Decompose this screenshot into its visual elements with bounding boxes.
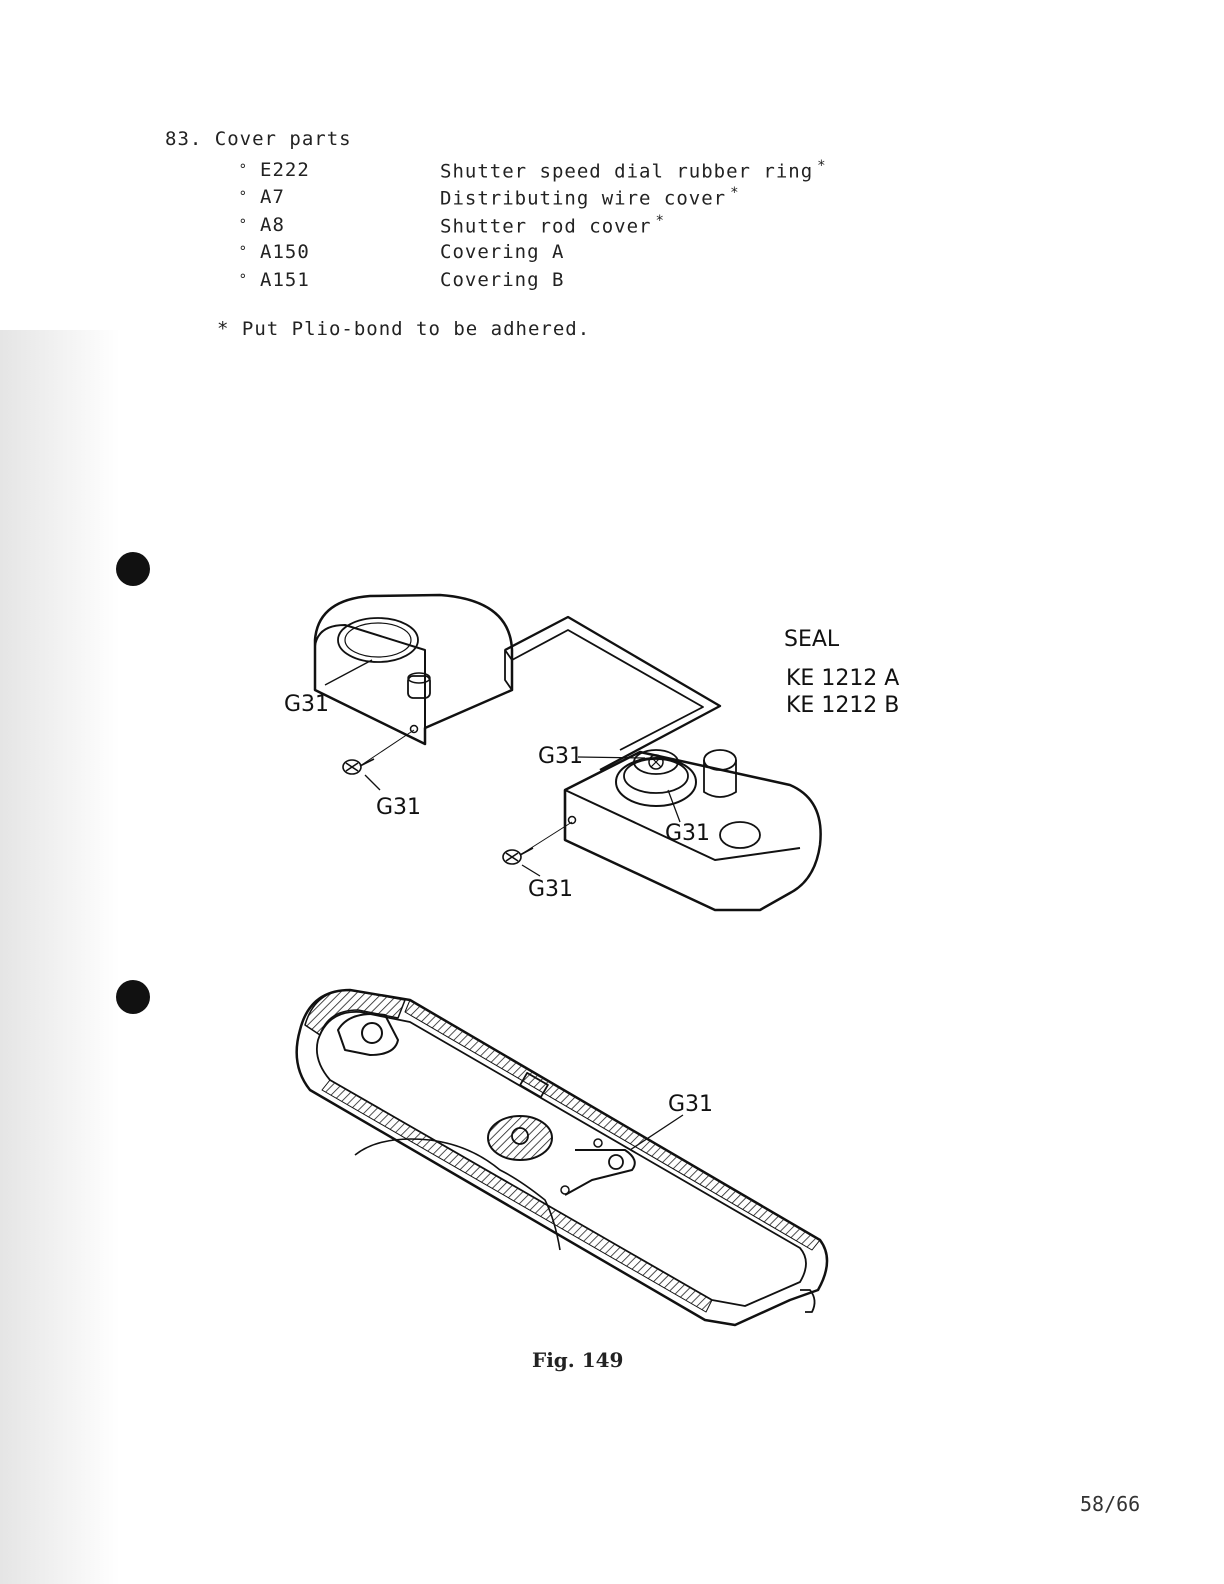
left-cover-outline [315, 595, 512, 744]
screw-left [343, 759, 374, 774]
part-bullet: ° [238, 216, 248, 233]
section-number: 83. [165, 128, 203, 150]
part-code: A8 [260, 213, 285, 236]
seal-strip-inner [512, 630, 703, 750]
part-description: Shutter speed dial rubber ring * [440, 157, 827, 182]
screw-label-g31: G31 [665, 821, 711, 846]
seal-label: SEAL [784, 627, 840, 652]
screw-right [503, 848, 533, 864]
bottom-cover-inner-rim [317, 1012, 806, 1306]
adhesive-mark: * [730, 185, 740, 202]
tripod-hole [362, 1023, 382, 1043]
screw-label-g31: G31 [376, 795, 422, 820]
part-bullet: ° [238, 161, 248, 178]
adhesive-note: * Put Plio-bond to be adhered. [217, 317, 591, 340]
part-description: Covering B [440, 268, 565, 291]
seal-code-b-label: KE 1212 B [786, 693, 900, 718]
part-code: A151 [260, 268, 310, 291]
part-bullet: ° [238, 271, 248, 288]
figure-caption: Fig. 149 [532, 1348, 624, 1372]
knob-right-body [704, 760, 736, 797]
part-code: A150 [260, 241, 310, 264]
rewind-base [488, 1116, 552, 1160]
bracket-pin [594, 1139, 602, 1147]
knob-right-top [704, 750, 736, 770]
dial-base-right [616, 758, 696, 806]
page-number: 58/66 [1080, 1492, 1141, 1516]
bottom-cover-assembly [297, 990, 827, 1325]
part-code: E222 [260, 158, 310, 181]
part-description: Covering A [440, 241, 565, 264]
screw-left-guide [360, 730, 414, 766]
section-title: Cover parts [214, 128, 352, 150]
tripod-plate [338, 1014, 398, 1055]
bracket-pin-lower [561, 1186, 569, 1194]
rewind-opening [720, 822, 760, 848]
bracket-screw [609, 1155, 623, 1169]
part-code: A7 [260, 186, 285, 209]
bottom-cover-outline [297, 990, 827, 1325]
screw-label-g31: G31 [538, 744, 584, 769]
adhesive-mark: * [817, 157, 827, 174]
adhesive-mark: * [655, 212, 665, 229]
seal-code-a-label: KE 1212 A [786, 666, 900, 691]
dial-opening-left [338, 618, 418, 662]
screw-label-g31: G31 [528, 877, 574, 902]
part-description: Shutter rod cover * [440, 212, 665, 237]
part-bullet: ° [238, 244, 248, 261]
screw-label-g31: G31 [668, 1092, 714, 1117]
rim-hatch-strip [405, 1000, 820, 1250]
dial-opening-left-inner [345, 623, 411, 657]
part-description: Distributing wire cover * [440, 185, 740, 210]
screw-label-g31: G31 [284, 692, 330, 717]
knob-left [408, 676, 430, 698]
knob-left-top [408, 673, 430, 683]
part-bullet: ° [238, 189, 248, 206]
rim-hatch-strip-lower [322, 1080, 712, 1312]
bracket-plate [565, 1150, 635, 1195]
